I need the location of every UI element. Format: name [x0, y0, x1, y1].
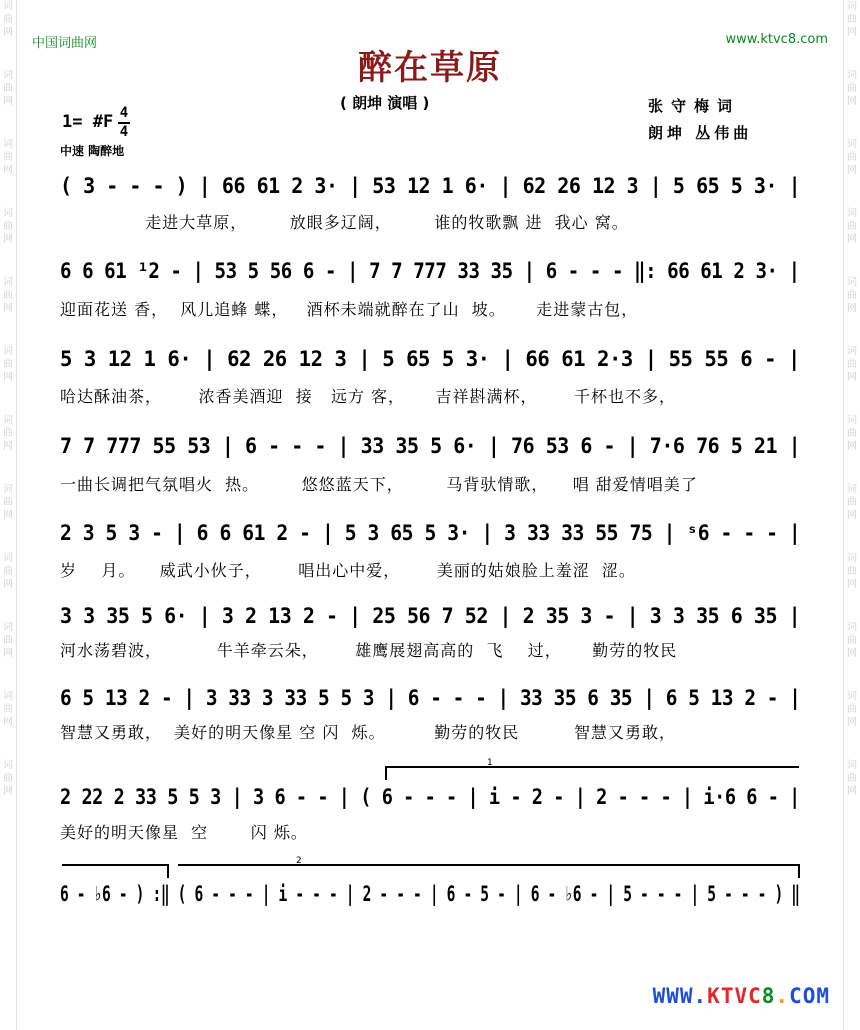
- score-row-8-lyrics: 美好的明天像星 空 闪 烁。: [60, 823, 308, 842]
- side-watermark-glyph: 曲: [847, 635, 857, 646]
- tempo-marking: 中速 陶醉地: [60, 144, 125, 158]
- side-watermark-glyph: 曲: [3, 83, 13, 94]
- side-watermark-glyph: 词: [3, 553, 13, 564]
- score-row-6-lyrics: 河水荡碧波， 牛羊牵云朵， 雄鹰展翅高高的 飞 过， 勤劳的牧民: [60, 641, 678, 660]
- watermark-segment: .: [775, 984, 790, 1008]
- side-watermark-glyph: 网: [847, 648, 857, 659]
- side-watermark-glyph: 词: [3, 484, 13, 495]
- side-watermark-glyph: 曲: [3, 152, 13, 163]
- left-watermark-strip: [0, 0, 17, 1030]
- site-url-right[interactable]: www.ktvc8.com: [725, 32, 828, 47]
- side-watermark-glyph: 曲: [847, 290, 857, 301]
- time-signature-top: 4: [119, 105, 129, 121]
- score-row-1-notes: ( 3 - - - ) | 66 61 2 3· | 53 12 1 6· | 62 26 12 3 | 5 65 5 3· |: [60, 174, 801, 198]
- side-watermark-glyph: 词: [847, 346, 857, 357]
- score-row-1-lyrics: 走进大草原， 放眼多辽阔， 谁的牧歌飘 进 我心 窝。: [60, 213, 629, 232]
- first-ending-bracket: [385, 766, 799, 780]
- score-row-2-lyrics: 迎面花送 香， 风儿追蜂 蝶， 酒杯未端就醉在了山 坡。 走进蒙古包，: [60, 300, 639, 319]
- right-watermark-strip: [843, 0, 860, 1030]
- side-watermark-glyph: 网: [3, 165, 13, 176]
- side-watermark-glyph: 词: [3, 346, 13, 357]
- score-row-7-notes: 6 5 13 2 - | 3 33 3 33 5 5 3 | 6 - - - | 33 35 6 35 | 6 5 13 2 - |: [60, 686, 801, 710]
- first-ending-number: 1: [487, 758, 493, 768]
- key-signature: 1= #F: [62, 112, 114, 132]
- side-watermark-glyph: 曲: [847, 221, 857, 232]
- side-watermark-glyph: 网: [847, 579, 857, 590]
- side-watermark-glyph: 词: [3, 415, 13, 426]
- side-watermark-glyph: 曲: [3, 635, 13, 646]
- side-watermark-glyph: 曲: [847, 497, 857, 508]
- side-watermark-glyph: 曲: [847, 83, 857, 94]
- time-signature-bottom: 4: [119, 124, 129, 140]
- side-watermark-glyph: 网: [3, 96, 13, 107]
- side-watermark-glyph: 网: [3, 234, 13, 245]
- score-row-4-notes: 7 7 777 55 53 | 6 - - - | 33 35 5 6· | 76 53 6 - | 7·6 76 5 21 |: [60, 434, 801, 458]
- side-watermark-glyph: 曲: [847, 704, 857, 715]
- side-watermark-glyph: 词: [847, 70, 857, 81]
- side-watermark-glyph: 词: [847, 553, 857, 564]
- side-watermark-glyph: 曲: [3, 497, 13, 508]
- side-watermark-glyph: 词: [3, 1, 13, 12]
- side-watermark-glyph: 词: [847, 622, 857, 633]
- side-watermark-glyph: 曲: [3, 359, 13, 370]
- side-watermark-glyph: 词: [3, 70, 13, 81]
- side-watermark-glyph: 网: [847, 234, 857, 245]
- side-watermark-glyph: 网: [3, 303, 13, 314]
- side-watermark-glyph: 词: [847, 208, 857, 219]
- side-watermark-glyph: 网: [3, 27, 13, 38]
- side-watermark-glyph: 曲: [3, 566, 13, 577]
- watermark-logo: [653, 984, 830, 1008]
- side-watermark-glyph: 网: [3, 579, 13, 590]
- song-title: 醉在草原: [358, 48, 502, 88]
- watermark-segment: COM: [789, 984, 830, 1008]
- side-watermark-glyph: 网: [847, 27, 857, 38]
- side-watermark-glyph: 词: [3, 139, 13, 150]
- side-watermark-glyph: 词: [3, 622, 13, 633]
- side-watermark-glyph: 曲: [3, 290, 13, 301]
- score-row-9-notes: 6 - ♭6 - ) :‖ ( 6 - - - | i - - - | 2 - - - | 6 - 5 - | 6 - ♭6 - | 5 - - - | 5 - - - ) ‖: [60, 882, 800, 906]
- watermark-segment: WWW.: [652, 984, 708, 1008]
- composer-credit: 朗坤 丛伟曲: [648, 124, 753, 142]
- ending-bracket-left: [62, 864, 169, 878]
- score-row-4-lyrics: 一曲长调把气氛唱火 热。 悠悠蓝天下， 马背驮情歌， 唱 甜爱情唱美了: [60, 475, 698, 494]
- watermark-segment: KTVC: [707, 984, 762, 1008]
- side-watermark-glyph: 网: [847, 441, 857, 452]
- side-watermark-glyph: 网: [847, 372, 857, 383]
- side-watermark-glyph: 曲: [847, 359, 857, 370]
- watermark-segment: 8: [761, 984, 776, 1008]
- side-watermark-glyph: 曲: [847, 152, 857, 163]
- side-watermark-glyph: 词: [847, 691, 857, 702]
- score-row-8-notes: 2 22 2 33 5 5 3 | 3 6 - - | ( 6 - - - | i - 2 - | 2 - - - | i·6 6 - |: [60, 785, 800, 809]
- side-watermark-glyph: 词: [847, 484, 857, 495]
- score-row-5-lyrics: 岁 月。 威武小伙子， 唱出心中爱， 美丽的姑娘脸上羞涩 涩。: [60, 561, 636, 580]
- side-watermark-glyph: 网: [3, 717, 13, 728]
- side-watermark-glyph: 网: [847, 717, 857, 728]
- side-watermark-glyph: 词: [3, 760, 13, 771]
- side-watermark-glyph: 词: [847, 415, 857, 426]
- side-watermark-glyph: 网: [847, 165, 857, 176]
- side-watermark-glyph: 曲: [3, 773, 13, 784]
- score-row-7-lyrics: 智慧又勇敢， 美好的明天像星 空 闪 烁。 勤劳的牧民 智慧又勇敢，: [60, 723, 676, 742]
- side-watermark-glyph: 网: [3, 510, 13, 521]
- side-watermark-glyph: 网: [847, 510, 857, 521]
- side-watermark-glyph: 曲: [847, 14, 857, 25]
- side-watermark-glyph: 曲: [847, 566, 857, 577]
- side-watermark-glyph: 网: [847, 786, 857, 797]
- side-watermark-glyph: 词: [3, 277, 13, 288]
- side-watermark-glyph: 曲: [3, 14, 13, 25]
- time-signature: [118, 106, 130, 140]
- side-watermark-glyph: 网: [3, 648, 13, 659]
- side-watermark-glyph: 词: [3, 208, 13, 219]
- side-watermark-glyph: 曲: [3, 221, 13, 232]
- side-watermark-glyph: 网: [3, 786, 13, 797]
- site-name-left[interactable]: 中国词曲网: [32, 36, 98, 51]
- side-watermark-glyph: 词: [847, 760, 857, 771]
- performer-credit: ( 朗坤 演唱 ): [340, 94, 430, 112]
- side-watermark-glyph: 词: [847, 277, 857, 288]
- score-row-2-notes: 6 6 61 ¹2 - | 53 5 56 6 - | 7 7 777 33 35 | 6 - - - ‖: 66 61 2 3· |: [60, 259, 800, 283]
- side-watermark-glyph: 曲: [847, 773, 857, 784]
- side-watermark-glyph: 曲: [3, 704, 13, 715]
- side-watermark-glyph: 网: [847, 303, 857, 314]
- side-watermark-glyph: 曲: [847, 428, 857, 439]
- side-watermark-glyph: 网: [3, 372, 13, 383]
- lyricist-credit: 张守梅词: [648, 97, 741, 115]
- side-watermark-glyph: 词: [847, 1, 857, 12]
- side-watermark-glyph: 网: [3, 441, 13, 452]
- side-watermark-glyph: 词: [847, 139, 857, 150]
- score-row-3-notes: 5 3 12 1 6· | 62 26 12 3 | 5 65 5 3· | 66 61 2·3 | 55 55 6 - |: [60, 347, 800, 371]
- score-row-3-lyrics: 哈达酥油茶， 浓香美酒迎 接 远方 客， 吉祥斟满杯， 千杯也不多，: [60, 387, 676, 406]
- score-row-6-notes: 3 3 35 5 6· | 3 2 13 2 - | 25 56 7 52 | 2 35 3 - | 3 3 35 6 35 |: [60, 604, 801, 628]
- side-watermark-glyph: 曲: [3, 428, 13, 439]
- second-ending-bracket: [178, 864, 800, 878]
- second-ending-number: 2: [296, 856, 302, 866]
- side-watermark-glyph: 网: [847, 96, 857, 107]
- side-watermark-glyph: 词: [3, 691, 13, 702]
- score-row-5-notes: 2 3 5 3 - | 6 6 61 2 - | 5 3 65 5 3· | 3 33 33 55 75 | ˢ6 - - - |: [60, 521, 801, 545]
